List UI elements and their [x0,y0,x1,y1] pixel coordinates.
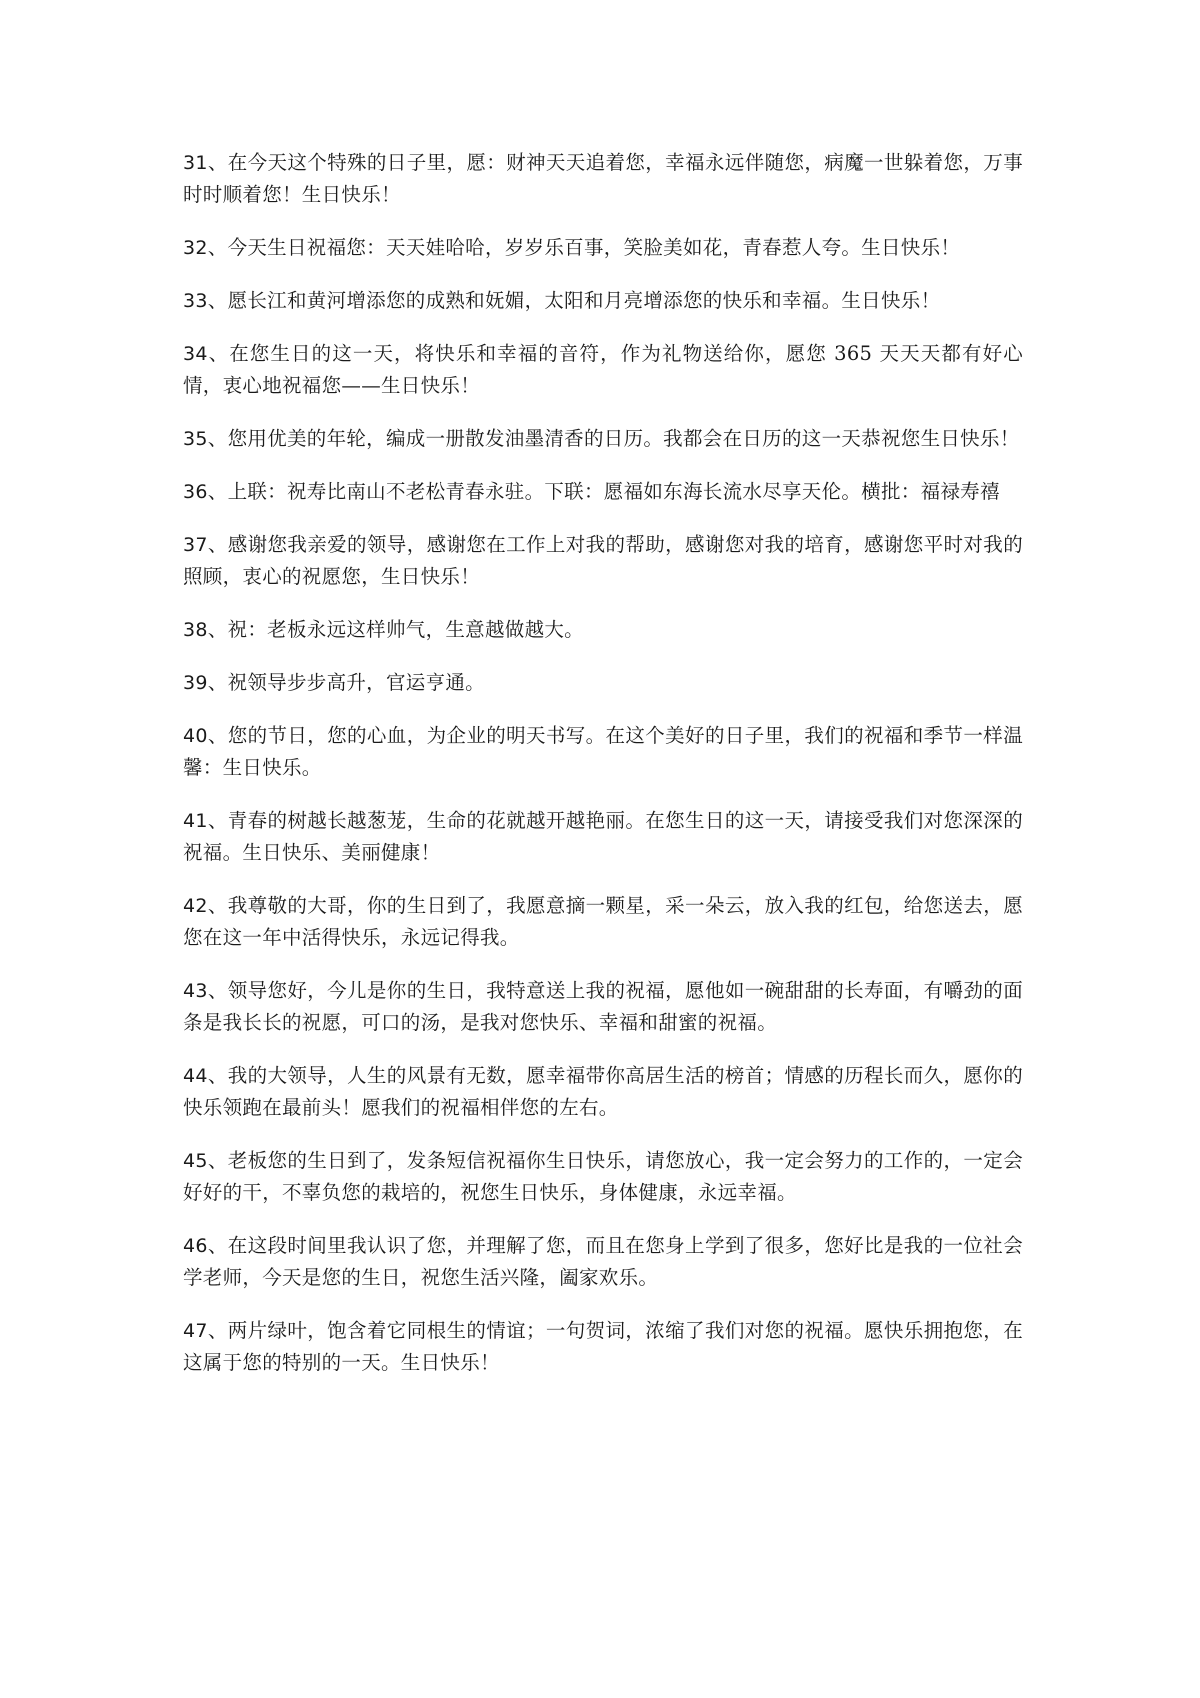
paragraph-number: 47 [183,1320,208,1342]
paragraph-text: 、感谢您我亲爱的领导，感谢您在工作上对我的帮助，感谢您对我的培育，感谢您平时对我的照顾，衷心的祝愿您，生日快乐！ [183,533,1023,588]
paragraph-text: 、您的节日，您的心血，为企业的明天书写。在这个美好的日子里，我们的祝福和季节一样温馨：生日快乐。 [183,724,1023,779]
paragraph-text: 、今天生日祝福您：天天娃哈哈，岁岁乐百事，笑脸美如花，青春惹人夸。生日快乐！ [207,236,961,259]
paragraph-text: 、上联：祝寿比南山不老松青春永驻。下联：愿福如东海长流水尽享天伦。横批：福禄寿禧 [207,480,1000,503]
paragraph-41 [183,805,1023,869]
paragraph-number: 35 [183,428,208,450]
paragraph-text: 、两片绿叶，饱含着它同根生的情谊；一句贺词，浓缩了我们对您的祝福。愿快乐拥抱您，在这属于您的特别的一天。生日快乐！ [183,1319,1023,1374]
paragraph-text: 、在这段时间里我认识了您，并理解了您，而且在您身上学到了很多，您好比是我的一位社会学老师，今天是您的生日，祝您生活兴隆，阖家欢乐。 [183,1234,1023,1289]
paragraph-number: 38 [183,619,208,641]
paragraph-text: 、祝领导步步高升，官运亨通。 [207,671,485,694]
paragraph-36 [183,476,1023,508]
paragraph-37 [183,529,1023,593]
paragraph-number: 32 [183,237,208,259]
paragraph-number: 34 [183,343,208,365]
paragraph-38 [183,614,1023,646]
paragraph-text: 、我的大领导，人生的风景有无数，愿幸福带你高居生活的榜首；情感的历程长而久，愿你的快乐领跑在最前头！愿我们的祝福相伴您的左右。 [183,1064,1023,1119]
paragraph-45 [183,1145,1023,1209]
paragraph-46 [183,1230,1023,1294]
paragraph-31 [183,147,1023,211]
paragraph-number: 42 [183,895,208,917]
paragraph-35 [183,423,1023,455]
paragraph-42 [183,890,1023,954]
paragraph-text: 、我尊敬的大哥，你的生日到了，我愿意摘一颗星，采一朵云，放入我的红包，给您送去，愿您在这一年中活得快乐，永远记得我。 [183,894,1023,949]
document-body [183,147,1023,1400]
paragraph-34 [183,338,1023,402]
paragraph-text: 、在今天这个特殊的日子里，愿：财神天天追着您，幸福永远伴随您，病魔一世躲着您，万事时时顺着您！生日快乐！ [183,151,1023,206]
paragraph-44 [183,1060,1023,1124]
paragraph-number: 46 [183,1235,208,1257]
paragraph-47 [183,1315,1023,1379]
paragraph-number: 41 [183,810,208,832]
paragraph-number: 31 [183,152,208,174]
paragraph-number: 37 [183,534,208,556]
paragraph-text: 、愿长江和黄河增添您的成熟和妩媚，太阳和月亮增添您的快乐和幸福。生日快乐！ [207,289,941,312]
paragraph-40 [183,720,1023,784]
paragraph-text: 、老板您的生日到了，发条短信祝福你生日快乐，请您放心，我一定会努力的工作的，一定会好好的干，不辜负您的栽培的，祝您生日快乐，身体健康，永远幸福。 [183,1149,1023,1204]
paragraph-32 [183,232,1023,264]
paragraph-text: 、祝：老板永远这样帅气，生意越做越大。 [207,618,584,641]
paragraph-33 [183,285,1023,317]
paragraph-text: 、您用优美的年轮，编成一册散发油墨清香的日历。我都会在日历的这一天恭祝您生日快乐！ [207,427,1020,450]
paragraph-number: 33 [183,290,208,312]
paragraph-43 [183,975,1023,1039]
paragraph-number: 36 [183,481,208,503]
paragraph-text: 、在您生日的这一天，将快乐和幸福的音符，作为礼物送给你，愿您 365 天天天都有好心情，衷心地祝福您——生日快乐！ [183,342,1023,397]
paragraph-number: 40 [183,725,208,747]
paragraph-text: 、青春的树越长越葱茏，生命的花就越开越艳丽。在您生日的这一天，请接受我们对您深深的祝福。生日快乐、美丽健康！ [183,809,1023,864]
paragraph-number: 44 [183,1065,208,1087]
paragraph-number: 43 [183,980,208,1002]
paragraph-number: 45 [183,1150,208,1172]
paragraph-39 [183,667,1023,699]
paragraph-number: 39 [183,672,208,694]
paragraph-text: 、领导您好，今儿是你的生日，我特意送上我的祝福，愿他如一碗甜甜的长寿面，有嚼劲的面条是我长长的祝愿，可口的汤，是我对您快乐、幸福和甜蜜的祝福。 [183,979,1023,1034]
